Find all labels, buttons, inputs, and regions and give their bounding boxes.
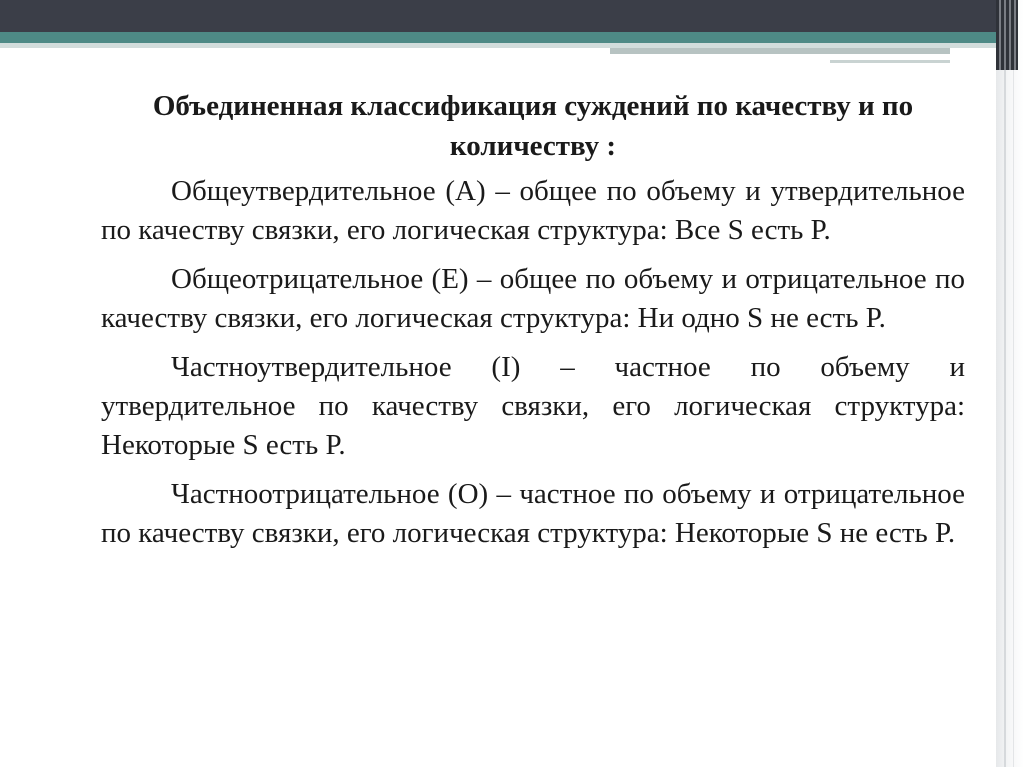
paragraph-e: Общеотрицательное (Е) – общее по объему и отрицательное по качеству связки, его логическая структура: Ни одно S не есть P.	[101, 263, 965, 334]
right-edge-line	[1004, 0, 1006, 767]
header-thin-line	[830, 60, 950, 63]
right-edge-line-inner	[1013, 0, 1014, 767]
header-accent-line	[610, 48, 950, 54]
paragraph-a: Общеутвердительное (А) – общее по объему и утвердительное по качеству связки, его логическая структура: Все S есть P.	[101, 175, 965, 246]
header-band-teal	[0, 32, 1024, 43]
header-band-dark	[0, 0, 1024, 32]
right-edge-stripes	[996, 0, 1018, 70]
right-edge-shadow	[996, 0, 1024, 767]
slide-title: Объединенная классификация суждений по качеству и по количеству :	[152, 90, 914, 162]
slide-content	[101, 86, 965, 563]
paragraph-i: Частноутвердительное (I) – частное по объему и утвердительное по качеству связки, его логическая структура: Некоторые S есть P.	[101, 351, 965, 461]
paragraph-o: Частноотрицательное (О) – частное по объему и отрицательное по качеству связки, его логическая структура: Некоторые S не есть P.	[101, 478, 965, 549]
